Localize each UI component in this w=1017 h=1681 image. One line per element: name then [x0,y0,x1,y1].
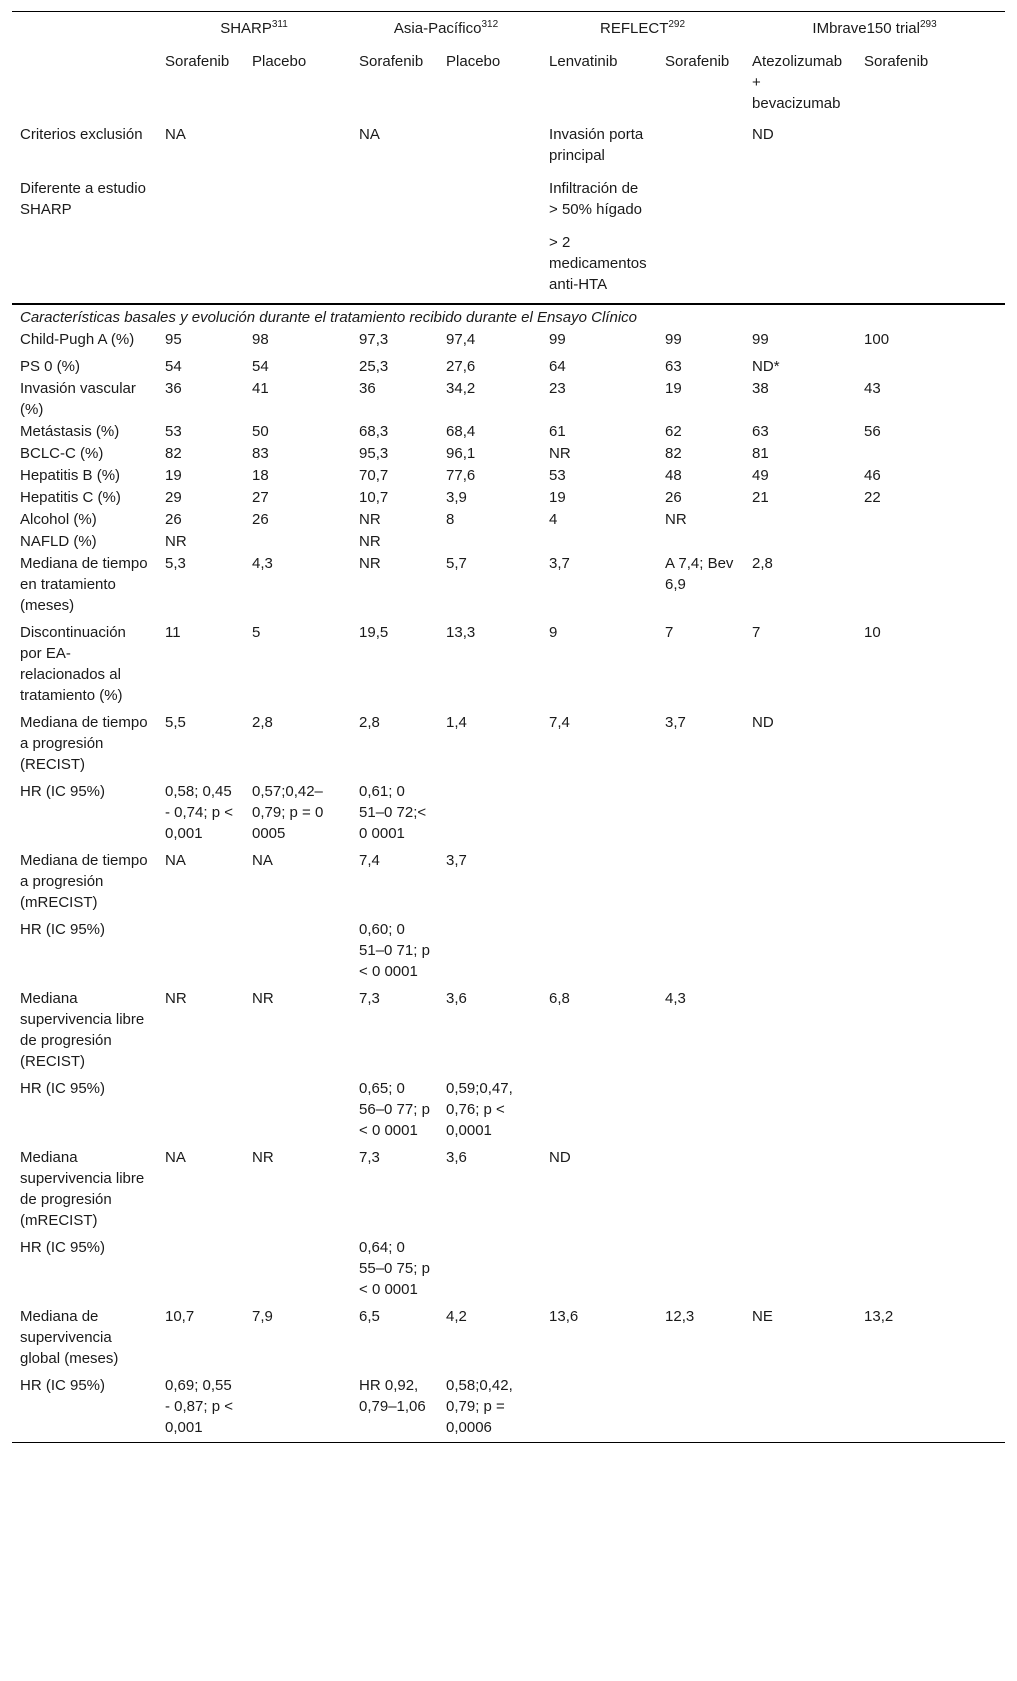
table-cell: 19 [665,380,682,397]
table-cell [856,1077,1005,1146]
table-cell: NR [359,533,381,550]
table-cell: 3,7 [446,852,467,869]
table-cell: 23 [549,380,566,397]
row-label: Mediana de tiempo a progresión (RECIST) [20,714,148,773]
table-cell [541,849,657,918]
table-cell: 7,3 [359,1149,380,1166]
table-cell [744,780,856,849]
table-cell: NR [252,1149,274,1166]
table-cell: 34,2 [446,380,476,397]
table-cell: 6,8 [549,990,570,1007]
table-cell [541,1374,657,1443]
table-cell: 82 [165,445,182,462]
table-cell [244,1374,351,1443]
table-cell: 5 [252,624,261,641]
table-cell: 3,7 [549,555,570,572]
table-cell: 19 [165,467,182,484]
table-cell [657,1236,744,1305]
table-cell: 9 [549,624,558,641]
table-header [12,12,1005,121]
table-cell [541,1236,657,1305]
data-row [12,1236,1005,1305]
table-cell [438,228,541,304]
table-cell [744,918,856,987]
table-cell: 3,7 [665,714,686,731]
table-cell: 10,7 [165,1308,195,1325]
arm-header: Placebo [446,53,501,70]
table-cell [657,1077,744,1146]
table-cell: 2,8 [752,555,773,572]
table-cell [157,918,244,987]
table-cell: 29 [165,489,182,506]
arm-header: Sorafenib [359,53,424,70]
table-cell: 70,7 [359,467,389,484]
clinical-trials-table [12,11,1005,1443]
table-cell [744,987,856,1077]
table-cell [657,1146,744,1236]
table-cell [541,918,657,987]
section-title-row [12,304,1005,328]
table-cell: 0,58; 0,45 - 0,74; p < 0,001 [165,783,233,842]
table-cell: 98 [252,331,269,348]
row-label: PS 0 (%) [20,358,81,375]
table-cell: NR [665,511,687,528]
table-cell: 3,6 [446,1149,467,1166]
table-cell [541,530,657,552]
table-cell: 5,5 [165,714,186,731]
arm-header: Sorafenib [165,53,230,70]
table-cell: 95,3 [359,445,389,462]
table-cell: 19 [549,489,566,506]
table-cell [438,918,541,987]
table-cell: 7,9 [252,1308,273,1325]
table-cell: NR [165,990,187,1007]
table-cell: 96,1 [446,445,476,462]
arm-header-row [12,51,1005,120]
arm-header: Sorafenib [864,53,929,70]
table-cell: 62 [665,423,682,440]
table-cell: NE [752,1308,773,1325]
table-cell [856,1374,1005,1443]
row-label: Hepatitis B (%) [20,467,121,484]
data-row [12,621,1005,711]
table-cell: 10,7 [359,489,389,506]
table-cell [351,228,438,304]
table-cell: Infiltración de > 50% hígado [549,180,643,218]
table-cell: NR [165,533,187,550]
table-cell: ND [752,714,774,731]
data-row [12,987,1005,1077]
table-cell: 13,3 [446,624,476,641]
table-cell: 26 [165,511,182,528]
table-cell: 8 [446,511,455,528]
table-cell: 3,6 [446,990,467,1007]
table-cell [657,228,744,304]
data-row [12,1374,1005,1443]
table-cell [744,1146,856,1236]
table-cell [244,1236,351,1305]
table-cell: 0,64; 0 55–0 75; p < 0 0001 [359,1239,430,1298]
table-cell: 5,3 [165,555,186,572]
row-label: Invasión vascular (%) [20,380,136,418]
table-cell: 36 [165,380,182,397]
table-cell: 25,3 [359,358,389,375]
row-label: HR (IC 95%) [20,1080,106,1097]
row-label: Mediana supervivencia libre de progresión (RECIST) [20,990,145,1070]
table-cell: NR [359,511,381,528]
table-cell: 64 [549,358,566,375]
row-label: Hepatitis C (%) [20,489,121,506]
table-cell: 54 [165,358,182,375]
study-header: SHARP$^{311}$ [157,12,351,52]
table-cell: 99 [665,331,682,348]
data-row [12,1305,1005,1374]
data-row [12,1146,1005,1236]
study-header-row [12,12,1005,52]
table-cell: 0,61; 0 51–0 72;< 0 0001 [359,783,427,842]
table-cell: 13,2 [864,1308,894,1325]
table-cell [438,174,541,228]
data-section [12,328,1005,1443]
table-cell: 61 [549,423,566,440]
table-cell [157,1236,244,1305]
table-cell [438,120,541,174]
row-label: Mediana de supervivencia global (meses) [20,1308,119,1367]
row-label: BCLC-C (%) [20,445,104,462]
data-row [12,1077,1005,1146]
data-row [12,355,1005,377]
table-cell: 18 [252,467,269,484]
table-cell: NA [165,126,186,143]
table-cell [744,530,856,552]
data-row [12,377,1005,420]
table-cell: 63 [665,358,682,375]
arm-header: Sorafenib [665,53,730,70]
table-cell: 50 [252,423,269,440]
table-cell: 68,4 [446,423,476,440]
table-cell: 41 [252,380,269,397]
table-cell: 6,5 [359,1308,380,1325]
table-cell: 12,3 [665,1308,695,1325]
table-cell: 13,6 [549,1308,579,1325]
table-cell: 26 [252,511,269,528]
row-label: Mediana supervivencia libre de progresión (mRECIST) [20,1149,145,1229]
table-cell: 7 [752,624,761,641]
table-cell [744,228,856,304]
table-cell: 7,4 [359,852,380,869]
row-label: HR (IC 95%) [20,1239,106,1256]
table-cell: 4,3 [665,990,686,1007]
table-cell: 53 [549,467,566,484]
table-cell: 48 [665,467,682,484]
data-row [12,328,1005,355]
arm-header: Placebo [252,53,307,70]
exclusion-row [12,228,1005,304]
table-cell: 83 [252,445,269,462]
table-cell: 7,3 [359,990,380,1007]
table-cell [856,228,1005,304]
study-header: Asia-Pacífico$^{312}$ [351,12,541,52]
table-cell: 1,4 [446,714,467,731]
table-cell [856,355,1005,377]
table-cell: 7,4 [549,714,570,731]
table-cell: 5,7 [446,555,467,572]
table-cell: 53 [165,423,182,440]
table-cell [244,228,351,304]
table-cell [438,780,541,849]
table-cell: 68,3 [359,423,389,440]
table-cell [657,780,744,849]
table-cell: 36 [359,380,376,397]
table-cell [244,1077,351,1146]
table-cell: HR 0,92, 0,79–1,06 [351,1374,438,1443]
data-row [12,849,1005,918]
table-cell: 0,58;0,42, 0,79; p = 0,0006 [438,1374,541,1443]
table-cell: 0,69; 0,55 - 0,87; p < 0,001 [157,1374,244,1443]
exclusion-row [12,120,1005,174]
table-cell: 0,57;0,42–0,79; p = 0 0005 [252,783,324,842]
section-title-body [12,304,1005,328]
table-cell [244,174,351,228]
table-cell: NA [165,852,186,869]
section-title: Características basales y evolución durante el tratamiento recibido durante el Ensayo Clínico [20,309,637,326]
table-cell: NR [252,990,274,1007]
table-cell: NA [359,126,380,143]
table-cell [744,174,856,228]
table-cell: 97,3 [359,331,389,348]
table-cell [541,1077,657,1146]
row-label [12,228,157,304]
table-cell [244,120,351,174]
table-cell [657,174,744,228]
table-cell [744,849,856,918]
study-header: IMbrave150 trial$^{293}$ [744,12,1005,52]
table-cell [856,918,1005,987]
table-cell: 11 [165,624,181,641]
table-cell: 2,8 [359,714,380,731]
table-cell [157,228,244,304]
table-cell: NR [549,445,571,462]
corner-cell [12,12,157,52]
row-label: Discontinuación por EA-relacionados al tratamiento (%) [20,624,126,704]
table-cell: 19,5 [359,624,389,641]
table-cell: 26 [665,489,682,506]
data-row [12,552,1005,621]
data-row [12,711,1005,780]
table-cell [157,1077,244,1146]
table-cell [657,849,744,918]
row-label: Metástasis (%) [20,423,120,440]
table-cell: 99 [549,331,566,348]
row-label: HR (IC 95%) [20,783,106,800]
study-header: REFLECT$^{292}$ [541,12,744,52]
table-cell: 46 [864,467,881,484]
table-cell [657,120,744,174]
table-cell [856,987,1005,1077]
table-cell [541,780,657,849]
data-row [12,780,1005,849]
table-cell [351,174,438,228]
table-cell [657,530,744,552]
table-cell [856,552,1005,621]
table-cell: 21 [752,489,769,506]
table-cell: 49 [752,467,769,484]
table-cell [157,174,244,228]
table-cell: 4,2 [446,1308,467,1325]
table-cell: 27,6 [446,358,476,375]
exclusion-section [12,120,1005,304]
table-cell: 38 [752,380,769,397]
table-cell: 4,3 [252,555,273,572]
table-cell [856,1146,1005,1236]
table-cell [657,1374,744,1443]
table-cell: 81 [752,445,769,462]
row-label: Mediana de tiempo a progresión (mRECIST) [20,852,148,911]
table-cell [744,1374,856,1443]
table-cell: 7 [665,624,674,641]
table-cell: Invasión porta principal [549,126,644,164]
exclusion-row [12,174,1005,228]
table-cell: 97,4 [446,331,476,348]
table-cell [657,918,744,987]
table-cell: 0,60; 0 51–0 71; p < 0 0001 [359,921,430,980]
table-cell: 77,6 [446,467,476,484]
row-label: Criterios exclusión [20,126,143,143]
table-cell: 0,65; 0 56–0 77; p < 0 0001 [359,1080,430,1139]
arm-header: Lenvatinib [549,53,618,70]
table-cell [856,174,1005,228]
table-cell: A 7,4; Bev 6,9 [665,555,734,593]
row-label: Child-Pugh A (%) [20,331,135,348]
data-row [12,486,1005,508]
table-cell: ND [752,126,774,143]
arm-header: Atezolizumab + bevacizumab [752,53,843,112]
table-cell: 22 [864,489,881,506]
table-cell [856,849,1005,918]
table-cell: 0,59;0,47, 0,76; p < 0,0001 [446,1080,513,1139]
table-cell: ND* [752,358,780,375]
table-cell: 27 [252,489,269,506]
table-cell [856,530,1005,552]
table-cell: 56 [864,423,881,440]
table-cell: NA [252,852,273,869]
data-row [12,508,1005,530]
table-cell: 63 [752,423,769,440]
table-cell: 43 [864,380,881,397]
table-cell: NR [359,555,381,572]
corner-cell [12,51,157,120]
table-cell: 3,9 [446,489,467,506]
table-cell: 10 [864,624,881,641]
row-label: NAFLD (%) [20,533,97,550]
table-cell [744,1236,856,1305]
table-cell [856,508,1005,530]
table-cell [856,442,1005,464]
table-cell [856,780,1005,849]
table-cell [744,508,856,530]
table-cell: 54 [252,358,269,375]
table-cell: NA [165,1149,186,1166]
table-cell [856,120,1005,174]
table-cell [856,1236,1005,1305]
table-cell: 2,8 [252,714,273,731]
table-cell: 82 [665,445,682,462]
table-cell: 99 [752,331,769,348]
table-cell [744,1077,856,1146]
row-label: HR (IC 95%) [20,921,106,938]
table-cell [856,711,1005,780]
table-cell: 95 [165,331,182,348]
data-row [12,464,1005,486]
table-cell: 4 [549,511,558,528]
table-cell: > 2 medicamentos anti-HTA [541,228,657,304]
table-cell [438,1236,541,1305]
row-label: Mediana de tiempo en tratamiento (meses) [20,555,148,614]
data-row [12,420,1005,442]
data-row [12,530,1005,552]
table-cell [244,530,351,552]
table-cell: ND [549,1149,571,1166]
data-row [12,918,1005,987]
row-label: HR (IC 95%) [12,1374,157,1443]
table-cell [438,530,541,552]
row-label: Alcohol (%) [20,511,97,528]
data-row [12,442,1005,464]
table-cell [244,918,351,987]
table-cell: 100 [864,331,890,348]
row-label: Diferente a estudio SHARP [20,180,146,218]
